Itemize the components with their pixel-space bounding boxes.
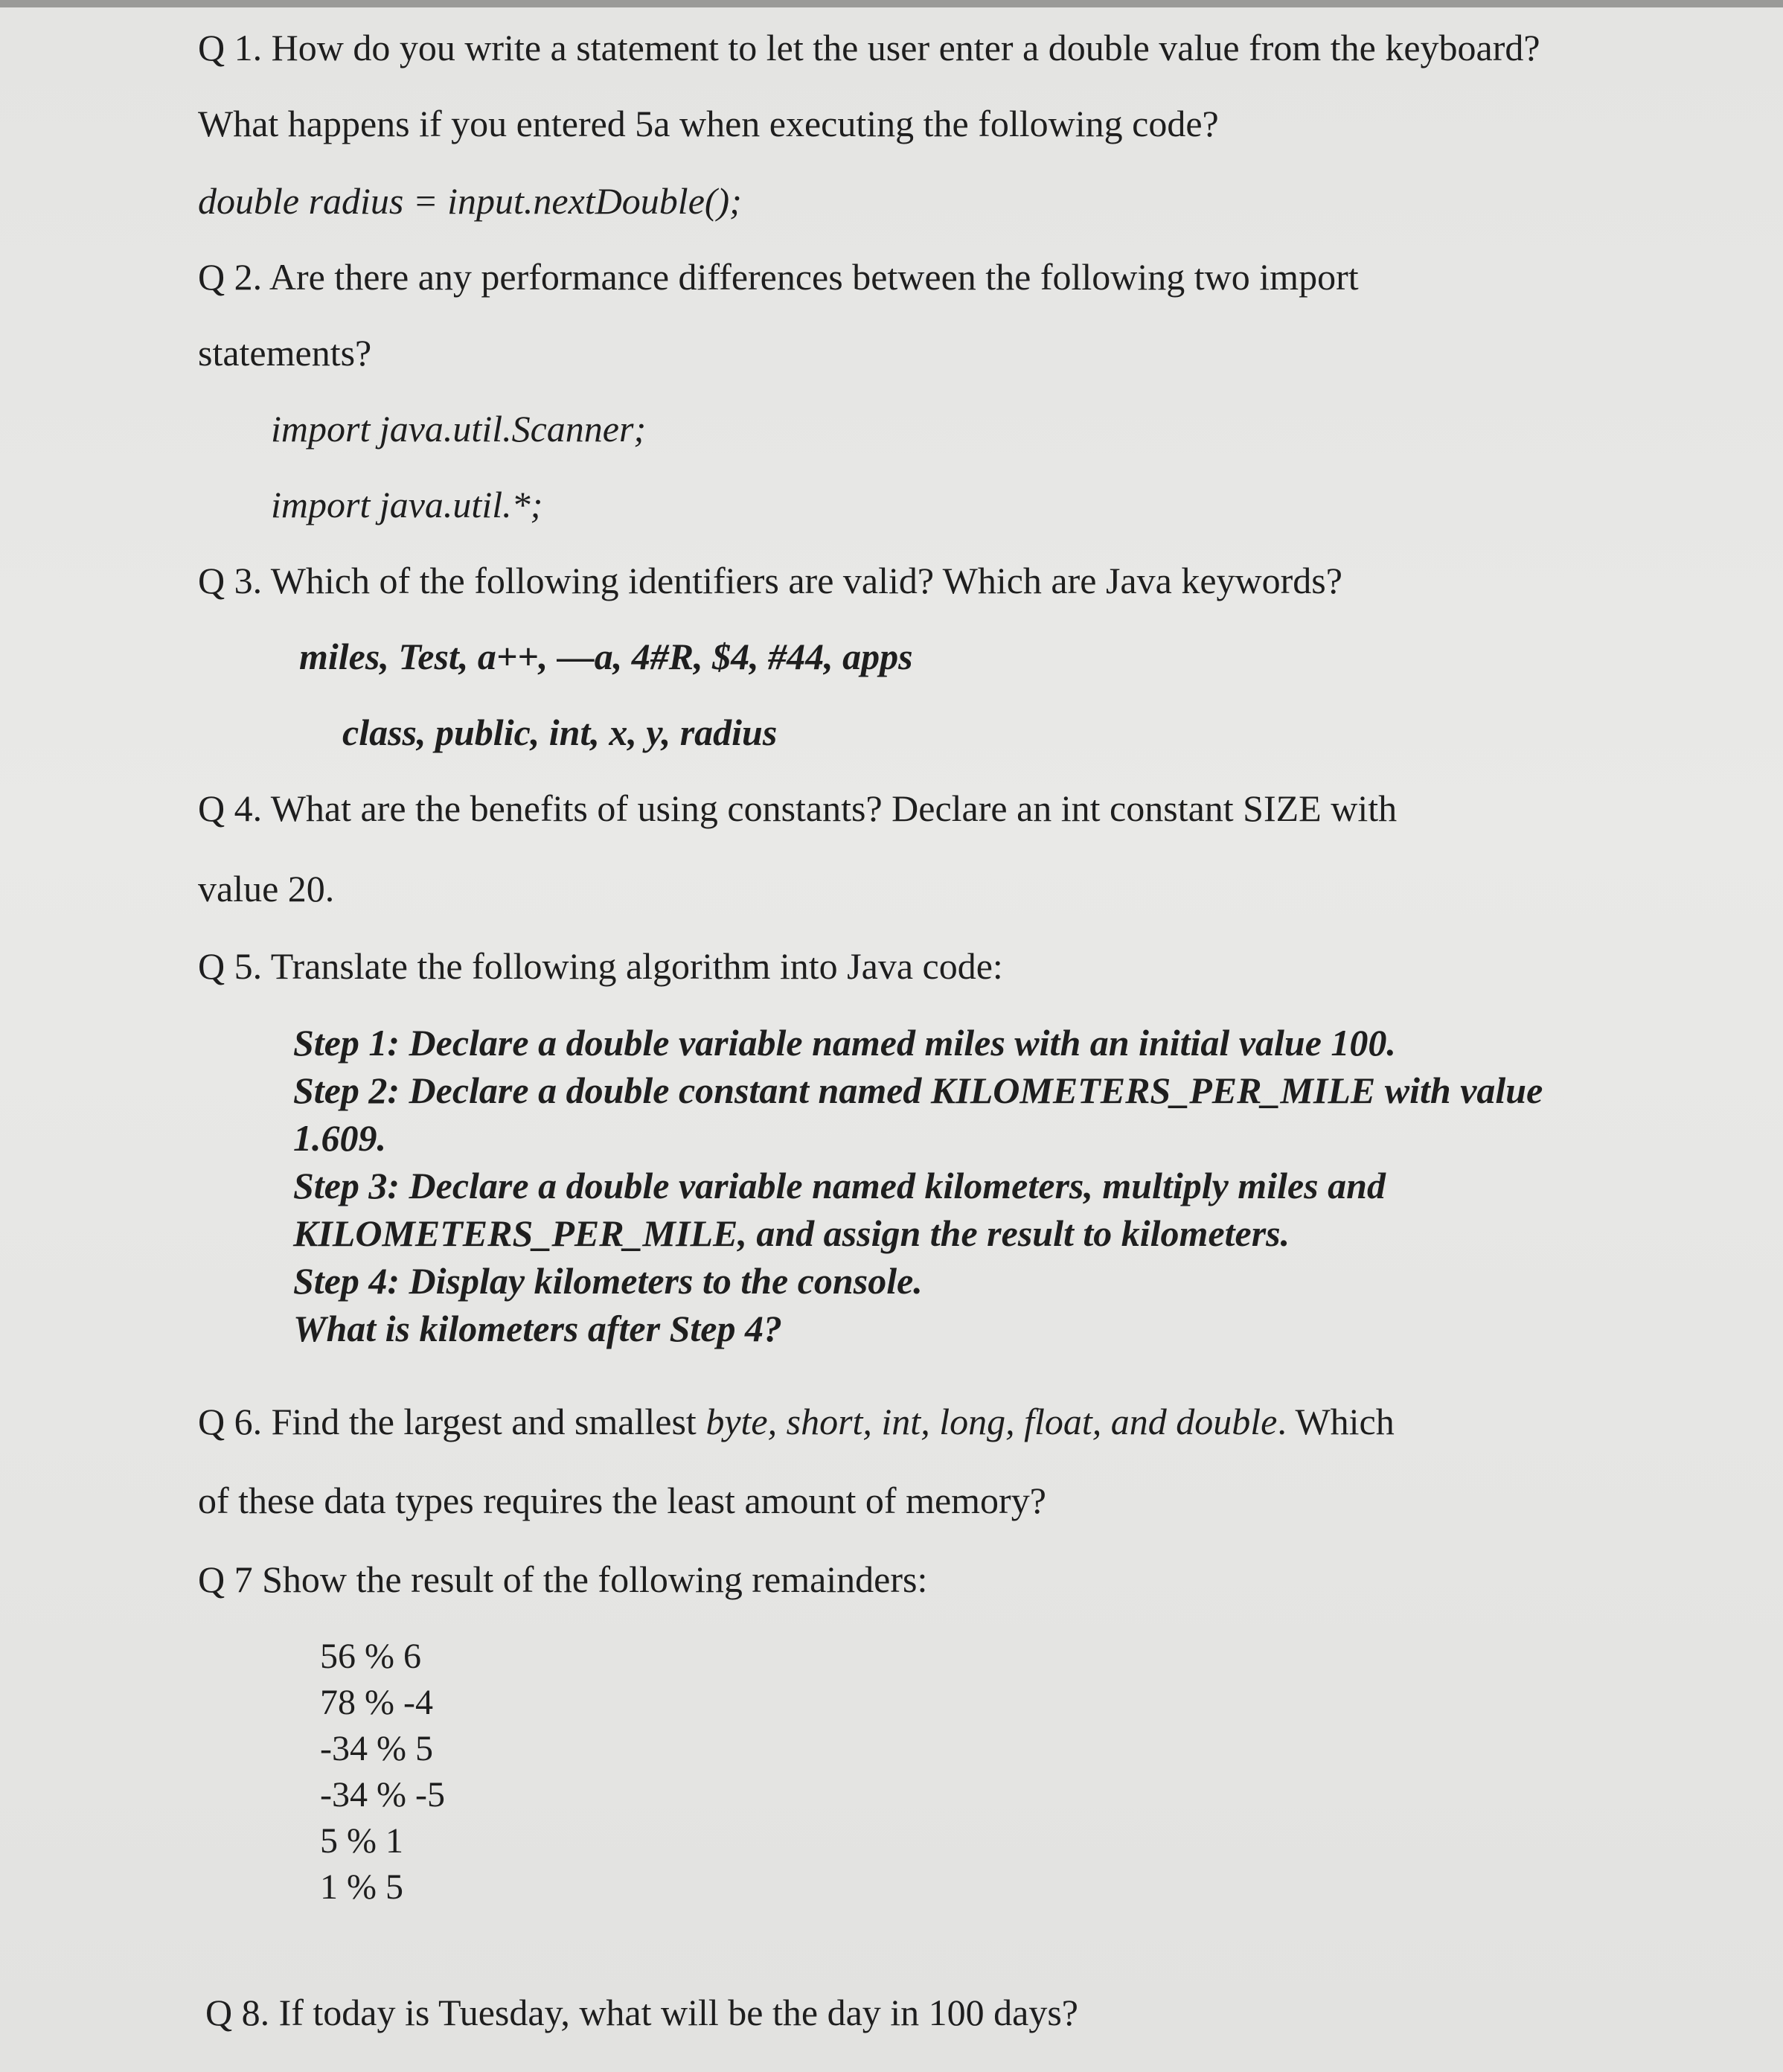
q2-import-1: import java.util.Scanner; [271, 408, 647, 450]
q6-suffix: . Which [1277, 1401, 1395, 1442]
q2-text-2: statements? [198, 332, 372, 374]
q7-remainder-item: 1 % 5 [320, 1867, 403, 1907]
q4-text: Q 4. What are the benefits of using constants? Declare an int constant SIZE with [198, 787, 1398, 829]
q5-step-1: Step 1: Declare a double variable named miles with an initial value 100. [293, 1022, 1396, 1064]
q6-types: byte, short, int, long, float, and double [705, 1401, 1278, 1442]
q5-question: What is kilometers after Step 4? [293, 1308, 782, 1349]
q3-identifiers-2: class, public, int, x, y, radius [342, 712, 778, 753]
q2-text: Q 2. Are there any performance differences between the following two import [198, 256, 1359, 298]
q6-prefix: Q 6. Find the largest and smallest [198, 1401, 706, 1442]
q5-step-3: Step 3: Declare a double variable named kilometers, multiply miles and [293, 1165, 1386, 1206]
q1-text-2: What happens if you entered 5a when executing the following code? [198, 103, 1219, 144]
q5-step-4: Step 4: Display kilometers to the console. [293, 1260, 923, 1302]
q7-remainder-item: -34 % -5 [320, 1775, 445, 1814]
q3-text: Q 3. Which of the following identifiers are valid? Which are Java keywords? [198, 560, 1342, 601]
q5-step-3-cont: KILOMETERS_PER_MILE, and assign the result to kilometers. [293, 1212, 1290, 1254]
q7-text: Q 7 Show the result of the following remainders: [198, 1558, 928, 1600]
q7-remainder-item: 5 % 1 [320, 1821, 403, 1861]
q1-code: double radius = input.nextDouble(); [198, 180, 742, 222]
q4-text-2: value 20. [198, 868, 335, 909]
q5-text: Q 5. Translate the following algorithm into Java code: [198, 945, 1003, 987]
screen-top-edge [0, 0, 1783, 7]
q7-remainder-item: 78 % -4 [320, 1683, 433, 1722]
q3-identifiers-1: miles, Test, a++, —a, 4#R, $4, #44, apps [299, 636, 913, 677]
q1-text: Q 1. How do you write a statement to let the user enter a double value from the keyboard? [198, 27, 1540, 68]
q7-remainder-item: 56 % 6 [320, 1637, 421, 1676]
q5-step-2-cont: 1.609. [293, 1117, 386, 1159]
q2-import-2: import java.util.*; [271, 484, 543, 525]
q5-step-2: Step 2: Declare a double constant named KILOMETERS_PER_MILE with value [293, 1069, 1543, 1111]
q7-remainder-item: -34 % 5 [320, 1729, 433, 1768]
q6-text [198, 1399, 1395, 1444]
q8-text: Q 8. If today is Tuesday, what will be the day in 100 days? [205, 1992, 1078, 2033]
q6-text-2: of these data types requires the least amount of memory? [198, 1480, 1046, 1521]
